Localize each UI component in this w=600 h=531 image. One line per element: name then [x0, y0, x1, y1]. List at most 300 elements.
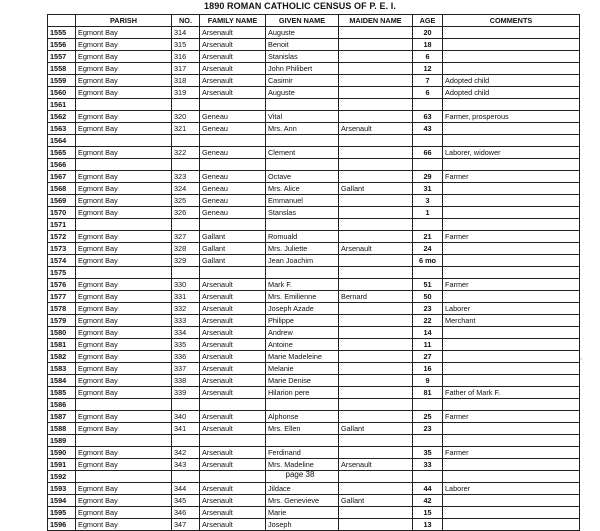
family-number-cell: [172, 219, 200, 231]
table-row: [48, 123, 580, 135]
record-number-cell: 1580: [48, 327, 76, 339]
comments-cell: Farmer: [443, 171, 580, 183]
comments-cell: [443, 507, 580, 519]
given-name-cell: Philippe: [266, 315, 339, 327]
parish-cell: Egmont Bay: [76, 183, 172, 195]
table-row: [48, 255, 580, 267]
parish-cell: Egmont Bay: [76, 411, 172, 423]
given-name-cell: Alphonse: [266, 411, 339, 423]
maiden-name-cell: [339, 375, 413, 387]
maiden-name-cell: [339, 327, 413, 339]
comments-cell: [443, 351, 583, 363]
family-name-cell: Arsenault: [200, 387, 266, 399]
comments-cell: Adopted child: [443, 75, 580, 87]
family-number-cell: [172, 99, 200, 111]
family-name-cell: Arsenault: [200, 519, 266, 531]
given-name-cell: Ferdinand: [266, 447, 339, 459]
family-number-cell: 320: [172, 111, 200, 123]
table-row: [48, 75, 580, 87]
family-name-cell: Arsenault: [200, 279, 266, 291]
table-row: [48, 507, 580, 519]
table-row: [48, 267, 580, 279]
family-name-cell: Arsenault: [200, 507, 266, 519]
comments-cell: [443, 51, 580, 63]
age-cell: 11: [413, 339, 443, 351]
age-cell: 66: [413, 147, 443, 159]
maiden-name-cell: [339, 279, 413, 291]
family-name-cell: [200, 219, 266, 231]
record-number-cell: 1592: [48, 471, 76, 483]
family-number-cell: 327: [172, 231, 200, 243]
maiden-name-cell: Arsenault: [339, 459, 413, 471]
table-row: [48, 183, 580, 195]
given-name-cell: Auguste: [266, 87, 339, 99]
record-number-cell: 1573: [48, 243, 76, 255]
age-cell: 29: [413, 171, 443, 183]
family-name-cell: Arsenault: [200, 459, 266, 471]
given-name-cell: Mrs. Ann: [266, 123, 339, 135]
comments-cell: Adopted child: [443, 87, 580, 99]
family-number-cell: 321: [172, 123, 200, 135]
family-number-cell: 337: [172, 363, 200, 375]
parish-cell: [76, 219, 172, 231]
record-number-cell: 1591: [48, 459, 76, 471]
record-number-cell: 1577: [48, 291, 76, 303]
age-cell: 6: [413, 87, 443, 99]
family-number-cell: [172, 135, 200, 147]
table-row: [48, 27, 580, 39]
comments-cell: [443, 39, 580, 51]
comments-cell: [443, 159, 580, 171]
maiden-name-cell: [339, 303, 413, 315]
family-number-cell: 328: [172, 243, 200, 255]
given-name-cell: Vital: [266, 111, 339, 123]
table-row: [48, 483, 580, 495]
table-row: [48, 159, 580, 171]
age-cell: 12: [413, 63, 443, 75]
record-number-cell: 1596: [48, 519, 76, 531]
given-name-cell: Antoine: [266, 339, 339, 351]
given-name-cell: Stanislas: [266, 51, 339, 63]
table-row: [48, 207, 580, 219]
parish-cell: Egmont Bay: [76, 459, 172, 471]
maiden-name-cell: [339, 159, 413, 171]
comments-cell: [443, 135, 580, 147]
given-name-cell: [266, 267, 339, 279]
table-row: [48, 495, 580, 507]
given-name-cell: Stanslas: [266, 207, 339, 219]
record-number-cell: 1581: [48, 339, 76, 351]
family-number-cell: 343: [172, 459, 200, 471]
given-name-cell: Joseph: [266, 519, 339, 531]
given-name-cell: Jean Joachim: [266, 255, 339, 267]
parish-cell: Egmont Bay: [76, 39, 172, 51]
given-name-cell: Mrs. Ellen: [266, 423, 339, 435]
family-number-cell: 340: [172, 411, 200, 423]
age-cell: 3: [413, 195, 443, 207]
family-number-cell: 333: [172, 315, 200, 327]
table-row: [48, 339, 580, 351]
parish-cell: Egmont Bay: [76, 363, 172, 375]
table-row: [48, 171, 580, 183]
family-name-cell: [200, 135, 266, 147]
maiden-name-cell: [339, 339, 413, 351]
table-row: [48, 195, 580, 207]
age-cell: [413, 399, 443, 411]
comments-cell: [443, 327, 580, 339]
maiden-name-cell: Gallant: [339, 423, 413, 435]
parish-cell: Egmont Bay: [76, 351, 172, 363]
comments-cell: Laborer: [443, 483, 580, 495]
parish-cell: Egmont Bay: [76, 63, 172, 75]
comments-cell: [443, 183, 580, 195]
record-number-cell: 1558: [48, 63, 76, 75]
given-name-cell: Octave: [266, 171, 339, 183]
record-number-cell: 1576: [48, 279, 76, 291]
table-row: [48, 279, 580, 291]
age-cell: 1: [413, 207, 443, 219]
table-row: [48, 231, 580, 243]
maiden-name-cell: Arsenault: [339, 123, 413, 135]
comments-cell: [443, 243, 580, 255]
record-number-cell: 1593: [48, 483, 76, 495]
comments-cell: Farmer: [443, 279, 580, 291]
parish-cell: Egmont Bay: [76, 195, 172, 207]
maiden-name-cell: [339, 231, 413, 243]
parish-cell: Egmont Bay: [76, 519, 172, 531]
given-name-cell: Clement: [266, 147, 339, 159]
family-number-cell: 344: [172, 483, 200, 495]
age-cell: 18: [413, 39, 443, 51]
record-number-cell: 1583: [48, 363, 76, 375]
family-number-cell: 335: [172, 339, 200, 351]
record-number-cell: 1566: [48, 159, 76, 171]
parish-cell: [76, 135, 172, 147]
maiden-name-cell: [339, 147, 413, 159]
comments-cell: Farmer, prosperous: [443, 111, 580, 123]
age-cell: 6: [413, 51, 443, 63]
parish-cell: Egmont Bay: [76, 339, 172, 351]
maiden-name-cell: [339, 387, 413, 399]
maiden-name-col-header: MAIDEN NAME: [339, 15, 413, 27]
table-row: [48, 411, 580, 423]
maiden-name-cell: [339, 255, 413, 267]
parish-cell: Egmont Bay: [76, 447, 172, 459]
age-cell: 6 mo: [413, 255, 443, 267]
parish-cell: Egmont Bay: [76, 207, 172, 219]
family-number-cell: 315: [172, 39, 200, 51]
comments-cell: Laborer, widower: [443, 147, 580, 159]
table-row: [48, 63, 580, 75]
record-number-cell: 1568: [48, 183, 76, 195]
comments-cell: [443, 459, 580, 471]
parish-cell: Egmont Bay: [76, 27, 172, 39]
maiden-name-cell: [339, 207, 413, 219]
given-name-cell: Marie Madeleine: [266, 351, 339, 363]
age-cell: 63: [413, 111, 443, 123]
family-name-cell: [200, 435, 266, 447]
record-number-cell: 1575: [48, 267, 76, 279]
comments-cell: [443, 495, 580, 507]
family-number-cell: 319: [172, 87, 200, 99]
maiden-name-cell: [339, 351, 413, 363]
maiden-name-cell: [339, 399, 413, 411]
comments-cell: Farmer: [443, 447, 580, 459]
no-col-header: NO.: [172, 15, 200, 27]
family-name-cell: Arsenault: [200, 75, 266, 87]
age-cell: 23: [413, 423, 443, 435]
comments-cell: [443, 207, 580, 219]
given-name-cell: Emmanuel: [266, 195, 339, 207]
comments-cell: [443, 27, 580, 39]
table-row: [48, 363, 580, 375]
family-name-cell: Arsenault: [200, 339, 266, 351]
table-row: [48, 375, 580, 387]
age-cell: 13: [413, 519, 443, 531]
parish-cell: Egmont Bay: [76, 75, 172, 87]
given-name-cell: Mark F.: [266, 279, 339, 291]
table-row: [48, 435, 580, 447]
age-cell: [413, 219, 443, 231]
age-cell: [413, 435, 443, 447]
given-name-cell: John Philibert: [266, 63, 339, 75]
family-number-cell: 332: [172, 303, 200, 315]
given-name-cell: Mrs. Genevieve: [266, 495, 339, 507]
age-cell: 44: [413, 483, 443, 495]
parish-cell: [76, 435, 172, 447]
comments-cell: Farmer: [443, 231, 580, 243]
given-name-cell: [266, 159, 339, 171]
maiden-name-cell: [339, 519, 413, 531]
family-name-cell: Arsenault: [200, 315, 266, 327]
table-row: [48, 291, 580, 303]
maiden-name-cell: [339, 411, 413, 423]
family-name-cell: [200, 399, 266, 411]
given-name-cell: Marie Denise: [266, 375, 339, 387]
record-number-cell: 1562: [48, 111, 76, 123]
family-name-cell: Arsenault: [200, 291, 266, 303]
given-name-cell: Marie: [266, 507, 339, 519]
given-name-cell: [266, 219, 339, 231]
record-number-cell: 1571: [48, 219, 76, 231]
maiden-name-cell: [339, 171, 413, 183]
maiden-name-cell: [339, 507, 413, 519]
age-cell: 15: [413, 507, 443, 519]
comments-cell: [443, 291, 580, 303]
comments-cell: [443, 519, 580, 531]
given-name-cell: Mrs. Madeline: [266, 459, 339, 471]
family-name-cell: Arsenault: [200, 351, 266, 363]
parish-cell: Egmont Bay: [76, 111, 172, 123]
family-name-cell: Arsenault: [200, 51, 266, 63]
table-row: [48, 111, 580, 123]
record-number-cell: 1567: [48, 171, 76, 183]
parish-cell: [76, 159, 172, 171]
maiden-name-cell: [339, 363, 413, 375]
comments-cell: [443, 423, 580, 435]
maiden-name-cell: [339, 435, 413, 447]
family-name-cell: Geneau: [200, 183, 266, 195]
parish-cell: Egmont Bay: [76, 123, 172, 135]
family-number-cell: 318: [172, 75, 200, 87]
maiden-name-cell: [339, 27, 413, 39]
record-number-cell: 1572: [48, 231, 76, 243]
comments-cell: [443, 399, 580, 411]
family-number-cell: 331: [172, 291, 200, 303]
family-number-cell: 342: [172, 447, 200, 459]
table-body: [48, 27, 583, 531]
table-row: [48, 51, 580, 63]
record-number-cell: 1574: [48, 255, 76, 267]
record-number-cell: 1565: [48, 147, 76, 159]
parish-cell: [76, 99, 172, 111]
age-cell: 42: [413, 495, 443, 507]
family-number-cell: 324: [172, 183, 200, 195]
given-name-col-header: GIVEN NAME: [266, 15, 339, 27]
age-cell: 24: [413, 243, 443, 255]
family-name-cell: Arsenault: [200, 375, 266, 387]
given-name-cell: [266, 399, 339, 411]
family-name-cell: [200, 267, 266, 279]
parish-cell: Egmont Bay: [76, 51, 172, 63]
family-name-cell: Arsenault: [200, 327, 266, 339]
given-name-cell: [266, 135, 339, 147]
maiden-name-cell: [339, 39, 413, 51]
family-number-cell: 334: [172, 327, 200, 339]
table-row: [48, 447, 580, 459]
maiden-name-cell: [339, 135, 413, 147]
parish-cell: Egmont Bay: [76, 483, 172, 495]
table-row: [48, 87, 580, 99]
maiden-name-cell: [339, 63, 413, 75]
table-row: [48, 303, 580, 315]
family-name-cell: Arsenault: [200, 423, 266, 435]
family-number-cell: [172, 435, 200, 447]
family-name-cell: Geneau: [200, 195, 266, 207]
family-number-cell: 347: [172, 519, 200, 531]
family-name-col-header: FAMILY NAME: [200, 15, 266, 27]
header-row: [48, 15, 580, 27]
family-name-cell: Arsenault: [200, 87, 266, 99]
given-name-cell: [266, 435, 339, 447]
given-name-cell: Mrs. Alice: [266, 183, 339, 195]
family-number-cell: 329: [172, 255, 200, 267]
record-number-cell: 1590: [48, 447, 76, 459]
table-row: [48, 327, 580, 339]
parish-cell: Egmont Bay: [76, 387, 172, 399]
family-name-cell: Arsenault: [200, 39, 266, 51]
record-number-cell: 1586: [48, 399, 76, 411]
age-cell: [413, 135, 443, 147]
record-number-cell: 1588: [48, 423, 76, 435]
family-number-cell: 322: [172, 147, 200, 159]
margin-mark: ,: [580, 352, 583, 361]
age-cell: 25: [413, 411, 443, 423]
comments-cell: [443, 255, 580, 267]
age-cell: 31: [413, 183, 443, 195]
age-cell: [413, 267, 443, 279]
table-row: [48, 399, 580, 411]
family-number-cell: 325: [172, 195, 200, 207]
record-number-cell: 1556: [48, 39, 76, 51]
maiden-name-cell: [339, 51, 413, 63]
maiden-name-cell: [339, 75, 413, 87]
age-cell: 33: [413, 459, 443, 471]
given-name-cell: Jildace: [266, 483, 339, 495]
comments-cell: [443, 123, 580, 135]
age-cell: 22: [413, 315, 443, 327]
table-row: [48, 243, 580, 255]
age-cell: 7: [413, 75, 443, 87]
maiden-name-cell: Arsenault: [339, 243, 413, 255]
age-col-header: AGE: [413, 15, 443, 27]
family-name-cell: Arsenault: [200, 411, 266, 423]
family-name-cell: Arsenault: [200, 483, 266, 495]
record-number-cell: 1582: [48, 351, 76, 363]
record-number-cell: 1569: [48, 195, 76, 207]
given-name-cell: Auguste: [266, 27, 339, 39]
parish-cell: Egmont Bay: [76, 303, 172, 315]
parish-cell: Egmont Bay: [76, 87, 172, 99]
page-number: page 38: [285, 470, 315, 479]
family-number-cell: [172, 159, 200, 171]
maiden-name-cell: [339, 195, 413, 207]
family-number-cell: 314: [172, 27, 200, 39]
family-name-cell: Gallant: [200, 255, 266, 267]
age-cell: 27: [413, 351, 443, 363]
record-number-cell: 1561: [48, 99, 76, 111]
record-number-cell: 1555: [48, 27, 76, 39]
table-row: [48, 99, 580, 111]
parish-cell: [76, 267, 172, 279]
table-row: [48, 387, 580, 399]
age-cell: 16: [413, 363, 443, 375]
family-name-cell: Geneau: [200, 207, 266, 219]
parish-cell: [76, 399, 172, 411]
family-number-cell: [172, 267, 200, 279]
maiden-name-cell: [339, 483, 413, 495]
parish-cell: Egmont Bay: [76, 507, 172, 519]
census-table: [47, 14, 583, 531]
maiden-name-cell: [339, 315, 413, 327]
parish-cell: Egmont Bay: [76, 495, 172, 507]
age-cell: 81: [413, 387, 443, 399]
maiden-name-cell: [339, 219, 413, 231]
given-name-cell: Benoit: [266, 39, 339, 51]
family-number-cell: 345: [172, 495, 200, 507]
family-number-cell: 336: [172, 351, 200, 363]
record-col-header: [48, 15, 76, 27]
comments-cell: [443, 267, 580, 279]
family-name-cell: Arsenault: [200, 303, 266, 315]
comments-col-header: COMMENTS: [443, 15, 580, 27]
table-row: [48, 519, 580, 531]
record-number-cell: 1564: [48, 135, 76, 147]
age-cell: 50: [413, 291, 443, 303]
family-name-cell: [200, 159, 266, 171]
table-row: [48, 219, 580, 231]
record-number-cell: 1587: [48, 411, 76, 423]
comments-cell: [443, 63, 580, 75]
maiden-name-cell: [339, 267, 413, 279]
maiden-name-cell: Gallant: [339, 495, 413, 507]
family-name-cell: Geneau: [200, 123, 266, 135]
given-name-cell: Casimir: [266, 75, 339, 87]
family-number-cell: 323: [172, 171, 200, 183]
parish-cell: Egmont Bay: [76, 423, 172, 435]
family-name-cell: Arsenault: [200, 447, 266, 459]
family-number-cell: 339: [172, 387, 200, 399]
